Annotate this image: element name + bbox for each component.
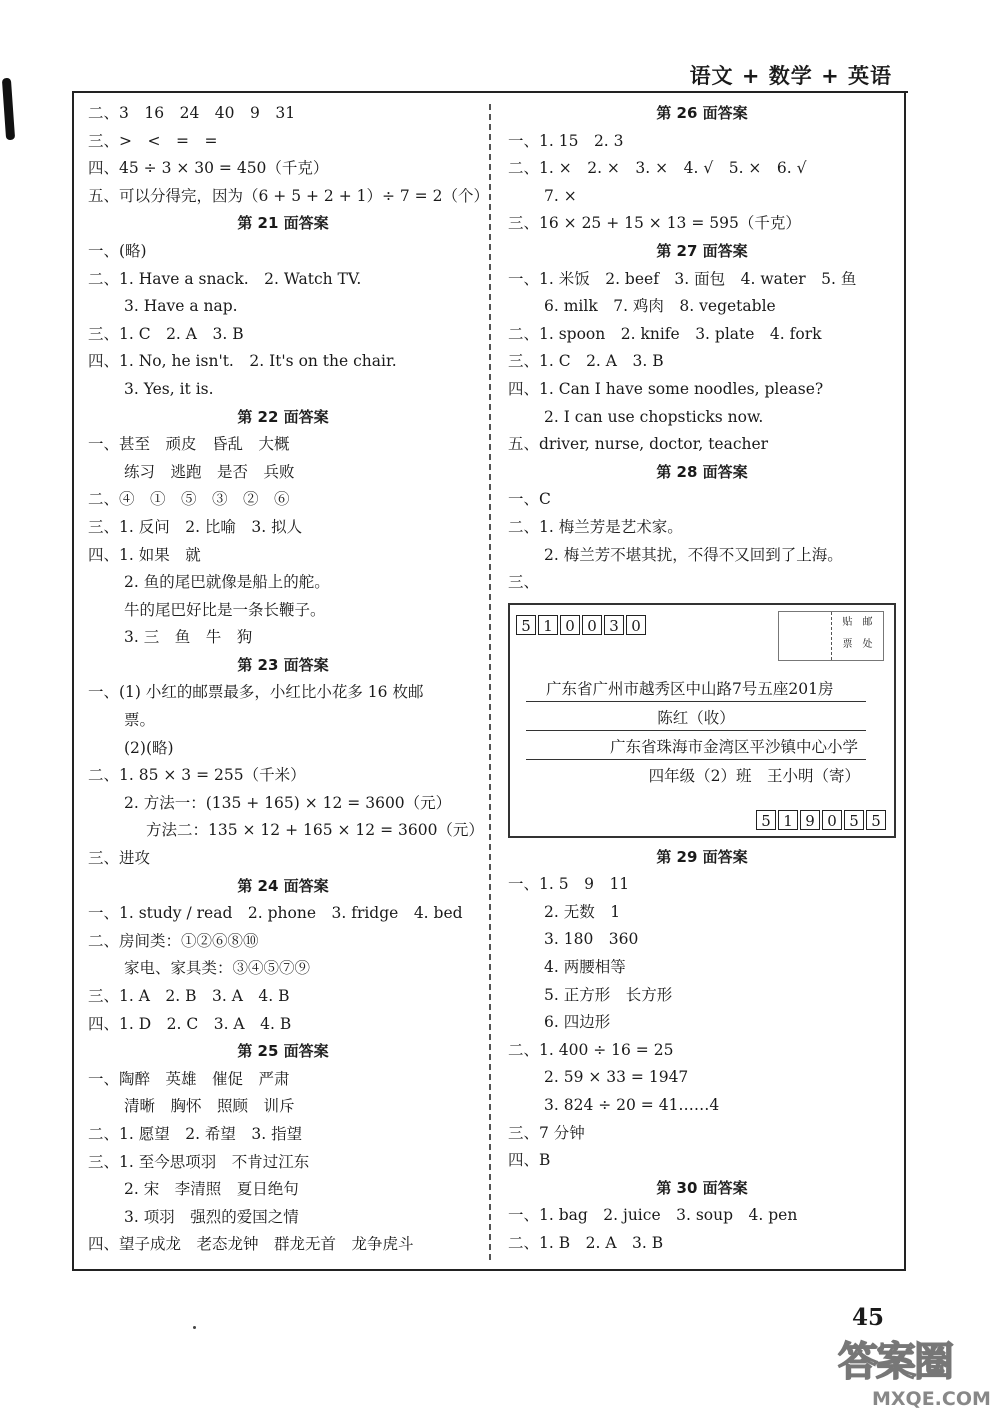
- answer-line: 一、1. 5 9 11: [508, 875, 630, 894]
- answer-line: 2. 鱼的尾巴就像是船上的舵。: [124, 573, 330, 592]
- page-number: 45: [852, 1304, 885, 1331]
- answer-line: 3. 项羽 强烈的爱国之情: [124, 1207, 299, 1226]
- answer-line: 7. ×: [544, 186, 577, 205]
- answer-line: 四、1. No, he isn't. 2. It's on the chair.: [88, 352, 397, 371]
- stray-dot: [193, 1326, 196, 1329]
- answer-line: 3. 三 鱼 牛 狗: [124, 628, 253, 647]
- recipient-line: 陈红（收）: [526, 706, 866, 731]
- page-header: 语文 + 数学 + 英语: [689, 64, 892, 88]
- answer-line: 一、(略): [88, 241, 147, 260]
- answer-line: 四、B: [508, 1151, 551, 1170]
- postcode-digit: 5: [866, 810, 886, 830]
- answer-line: 3. Yes, it is.: [124, 379, 214, 398]
- answer-line: 一、1. study / read 2. phone 3. fridge 4. bed: [88, 904, 463, 923]
- address-line: 广东省广州市越秀区中山路7号五座201房: [526, 677, 866, 702]
- answer-line: 四、1. D 2. C 3. A 4. B: [88, 1014, 292, 1033]
- answer-line: 2. 梅兰芳不堪其扰，不得不又回到了上海。: [544, 545, 843, 564]
- answer-line: 6. 四边形: [544, 1013, 611, 1032]
- answer-line: 三、> < = =: [88, 131, 218, 150]
- answer-line: 三、1. C 2. A 3. B: [508, 352, 664, 371]
- answer-line: 3. 824 ÷ 20 = 41……4: [544, 1096, 720, 1115]
- answer-line: 四、1. 如果 就: [88, 545, 201, 564]
- answer-line: 五、driver, nurse, doctor, teacher: [508, 435, 769, 454]
- answer-line: 三、1. C 2. A 3. B: [88, 324, 244, 343]
- answer-line: 二、1. × 2. × 3. × 4. √ 5. × 6. √: [508, 159, 807, 178]
- postcode-digit: 5: [844, 810, 864, 830]
- answer-line: 一、甚至 顽皮 昏乱 大概: [88, 435, 290, 454]
- postcode-digit: 3: [604, 615, 624, 635]
- answer-line: 3. Have a nap.: [124, 297, 238, 316]
- answer-line: 4. 两腰相等: [544, 958, 626, 977]
- answer-line: 练习 逃跑 是否 兵败: [124, 462, 295, 481]
- answer-line: 三、1. A 2. B 3. A 4. B: [88, 987, 290, 1005]
- answer-line: 5. 正方形 长方形: [544, 985, 673, 1004]
- sender-address-line: 广东省珠海市金湾区平沙镇中心小学: [526, 735, 866, 760]
- right-column: [508, 100, 896, 1258]
- answer-line: 2. 59 × 33 = 1947: [544, 1068, 689, 1087]
- answer-line: 一、陶醉 英雄 催促 严肃: [88, 1069, 290, 1088]
- postcode-digit: 1: [778, 810, 798, 830]
- postcode-digit: 5: [516, 615, 536, 635]
- answer-line: 二、1. Have a snack. 2. Watch TV.: [88, 269, 362, 288]
- answer-line: 一、1. 米饭 2. beef 3. 面包 4. water 5. 鱼: [508, 269, 857, 288]
- answer-line: 2. 宋 李清照 夏日绝句: [124, 1180, 299, 1199]
- stamp-label: 贴 邮 票 处: [842, 616, 873, 650]
- answer-line: 二、1. 愿望 2. 希望 3. 指望: [88, 1124, 303, 1143]
- section-title-25: 第 25 面答案: [237, 1042, 329, 1061]
- answer-line: 二、房间类：①②⑥⑧⑩: [88, 931, 259, 950]
- answer-line: 四、望子成龙 老态龙钟 群龙无首 龙争虎斗: [88, 1235, 414, 1254]
- stamp-area: [779, 612, 832, 660]
- answer-line: 2. 方法一：(135 + 165) × 12 = 3600（元）: [124, 793, 452, 812]
- answer-line: (2)(略): [124, 738, 174, 757]
- answer-line: 清晰 胸怀 照顾 训斥: [124, 1097, 295, 1116]
- section-title-26: 第 26 面答案: [656, 104, 748, 122]
- answer-line: 牛的尾巴好比是一条长鞭子。: [124, 600, 326, 619]
- answer-line: 3. 180 360: [544, 930, 639, 949]
- answer-line: 二、3 16 24 40 9 31: [88, 104, 296, 122]
- section-title-23: 第 23 面答案: [237, 655, 329, 674]
- postcode-digit: 0: [560, 615, 580, 635]
- answer-line: 一、1. bag 2. juice 3. soup 4. pen: [508, 1206, 798, 1225]
- postcode-digit: 1: [538, 615, 558, 635]
- answer-line: 二、1. 85 × 3 = 255（千米）: [88, 766, 306, 785]
- section-title-22: 第 22 面答案: [237, 407, 329, 426]
- answer-line: 一、1. 15 2. 3: [508, 131, 624, 150]
- answer-line: 二、1. B 2. A 3. B: [508, 1234, 664, 1252]
- postcode-to: [516, 615, 646, 635]
- postcode-digit: 5: [756, 810, 776, 830]
- answer-line: 三、1. 至今思项羽 不肯过江东: [88, 1152, 310, 1171]
- answer-line: 一、(1) 小红的邮票最多，小红比小花多 16 枚邮: [88, 683, 424, 702]
- postcode-digit: 0: [626, 615, 646, 635]
- answer-line: 方法二：135 × 12 + 165 × 12 = 3600（元）: [146, 821, 484, 840]
- answer-line: 二、1. spoon 2. knife 3. plate 4. fork: [508, 324, 822, 343]
- answer-line: 一、C: [508, 490, 551, 509]
- watermark-url: MXQE.COM: [872, 1388, 991, 1410]
- watermark-logo: 答案圈: [838, 1339, 952, 1385]
- answer-line: 三、1. 反问 2. 比喻 3. 拟人: [88, 517, 303, 536]
- answer-line: 家电、家具类：③④⑤⑦⑨: [124, 959, 311, 978]
- postcode-from: [756, 810, 886, 830]
- section-title-30: 第 30 面答案: [656, 1178, 748, 1197]
- section-title-29: 第 29 面答案: [656, 847, 748, 866]
- section-title-28: 第 28 面答案: [656, 462, 748, 481]
- column-divider: [489, 104, 491, 1260]
- stamp-box: [778, 611, 884, 661]
- answer-line: 2. I can use chopsticks now.: [544, 407, 764, 426]
- section-title-27: 第 27 面答案: [656, 241, 748, 260]
- answer-line: 三、: [508, 573, 540, 592]
- answer-line: 2. 无数 1: [544, 902, 621, 921]
- answer-line: 三、进攻: [88, 849, 151, 868]
- postcode-digit: 0: [582, 615, 602, 635]
- answer-line: 三、16 × 25 + 15 × 13 = 595（千克）: [508, 214, 801, 233]
- answer-line: 二、1. 梅兰芳是艺术家。: [508, 517, 683, 536]
- section-title-21: 第 21 面答案: [237, 214, 329, 233]
- section-title-24: 第 24 面答案: [237, 876, 329, 895]
- answer-line: 三、7 分钟: [508, 1123, 585, 1142]
- postcode-digit: 0: [822, 810, 842, 830]
- answer-line: 四、45 ÷ 3 × 30 = 450（千克）: [88, 159, 329, 178]
- answer-line: 五、可以分得完，因为（6 + 5 + 2 + 1）÷ 7 = 2（个）: [88, 186, 489, 205]
- answer-line: 票。: [124, 711, 156, 730]
- envelope: [508, 603, 896, 838]
- postcode-digit: 9: [800, 810, 820, 830]
- binding-mark: [2, 78, 15, 140]
- answer-line: 二、④ ① ⑤ ③ ② ⑥: [88, 490, 290, 509]
- left-column: [88, 100, 489, 1259]
- sender-line: 四年级（2）班 王小明（寄）: [648, 766, 860, 785]
- answer-line: 四、1. Can I have some noodles, please?: [508, 379, 824, 398]
- answer-line: 二、1. 400 ÷ 16 = 25: [508, 1040, 674, 1059]
- answer-line: 6. milk 7. 鸡肉 8. vegetable: [544, 297, 776, 316]
